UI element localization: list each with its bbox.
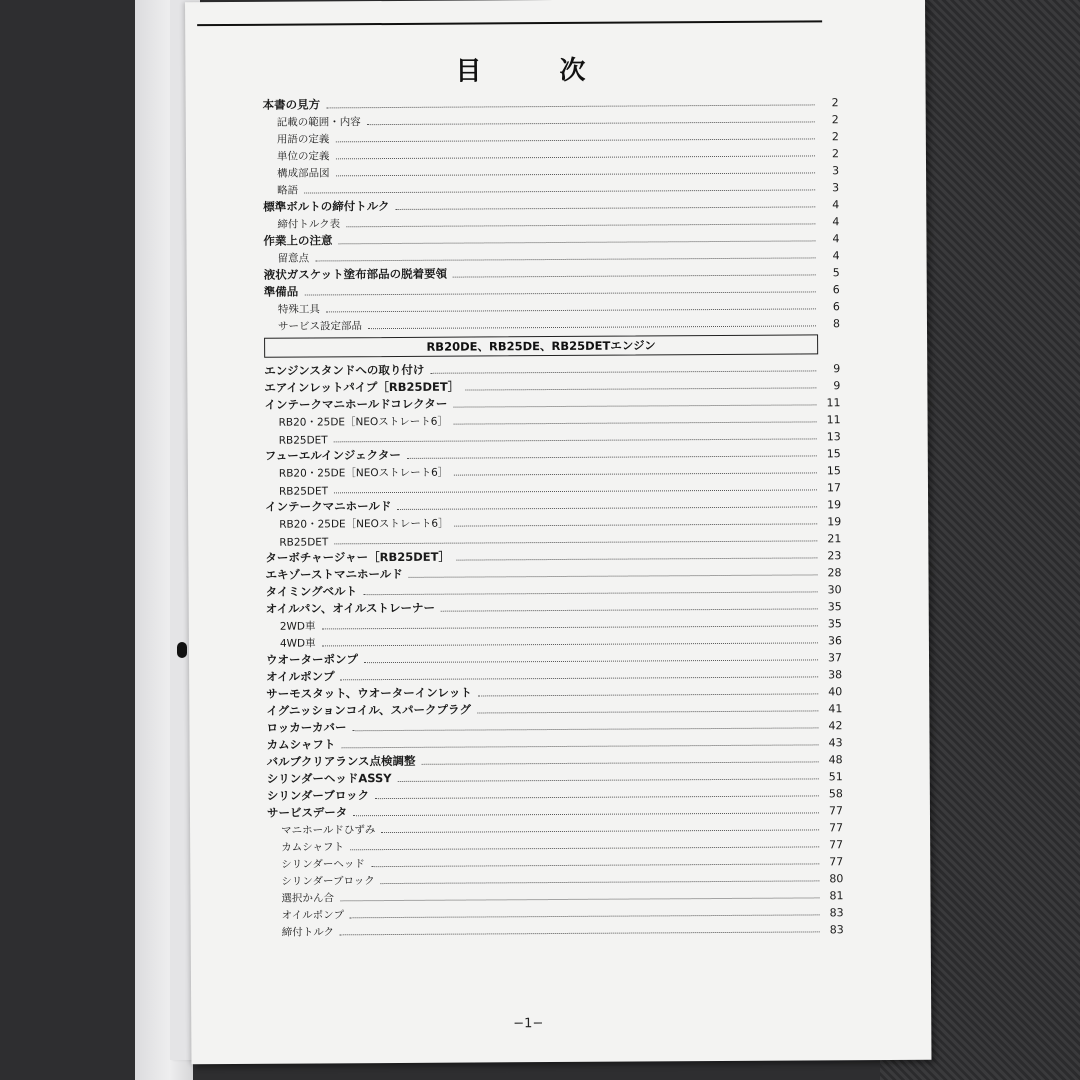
toc-entry-page: 21 [827,532,842,546]
dot-leader [398,778,819,782]
toc-entry-page: 17 [826,481,842,495]
toc-entry-page: 11 [826,413,841,427]
toc-entry-page: 40 [828,685,843,699]
toc-entry-page: 35 [827,617,842,631]
toc-entry-page: 19 [827,498,842,512]
toc-entry-title: 特殊工具 [277,303,320,316]
dot-leader [396,206,816,210]
toc-entry-page: 19 [827,515,842,529]
toc-entry-title: RB20・25DE［NEOストレート6］ [279,517,449,531]
toc-entry-title: サービスデータ [266,805,348,820]
toc-entry-page: 48 [828,753,843,767]
dot-leader [346,223,815,227]
toc-entry-page: 6 [832,283,840,297]
toc-entry-title: マニホールドひずみ [281,824,376,837]
toc-entry-title: エアインレットパイプ［RB25DET］ [264,379,460,395]
dot-leader [456,557,817,560]
toc-entry-title: RB25DET [278,485,329,498]
dot-leader [454,472,817,475]
toc-entry-title: シリンダーヘッド [281,858,365,871]
toc-entry-title: 略語 [277,184,299,197]
dot-leader [334,489,817,493]
dot-leader [334,540,817,544]
toc-entry-page: 77 [829,855,844,869]
toc-entry-title: 記載の範囲・内容 [276,116,361,129]
toc-engine-section [264,358,844,940]
dot-leader [353,727,819,731]
dot-leader [350,914,820,918]
toc-entry-page: 15 [826,447,841,461]
toc-entry-page: 5 [832,266,840,280]
toc-entry-page: 77 [828,804,843,818]
toc-entry-page: 58 [828,787,843,801]
toc-entry-page: 80 [829,872,844,886]
page-title: 目 次 [455,55,612,87]
dot-leader [304,291,815,295]
toc-entry-page: 35 [827,600,842,614]
toc-entry-page: 43 [828,736,843,750]
toc-entry-page: 28 [827,566,842,580]
toc-entry-title: 2WD車 [279,620,316,633]
toc-entry-title: 構成部品図 [277,167,330,180]
dot-leader [465,387,816,390]
toc-entry-title: RB25DET [278,434,328,447]
toc-entry-title: 本書の見方 [262,97,321,112]
dot-leader [315,257,815,261]
toc-entry-page: 83 [829,906,844,920]
dot-leader [407,455,817,459]
dot-leader [326,104,814,108]
toc-entry-page: 4 [832,232,840,246]
dot-leader [304,189,815,193]
toc-entry-page: 4 [832,198,840,212]
dot-leader [430,370,816,373]
toc-entry-title: ウオーターポンプ [265,652,359,667]
dot-leader [338,240,815,244]
dot-leader [350,846,819,850]
dot-leader [368,325,816,329]
toc-entry-title: 締付トルク表 [277,218,341,231]
dot-leader [353,812,819,816]
dot-leader [364,659,818,663]
page-number: −1− [513,1016,544,1032]
header-rule [197,20,822,26]
toc-entry-title: フューエルインジェクター [264,447,401,463]
dot-leader [371,863,819,867]
table-of-contents [263,92,844,940]
toc-entry-page: 11 [826,396,841,410]
toc-entry-title: RB20・25DE［NEOストレート6］ [278,466,449,480]
toc-entry-title: タイミングベルト [265,584,358,599]
toc-entry-page: 42 [828,719,843,733]
toc-entry-title: エンジンスタンドへの取り付け [264,362,425,378]
binder-hole [177,642,187,658]
toc-entry-title: サービス設定部品 [277,320,363,333]
toc-entry-title: 単位の定義 [276,150,330,163]
toc-entry [264,313,840,334]
toc-entry-title: 標準ボルトの締付トルク [263,199,390,214]
dot-leader [375,795,819,799]
dot-leader [334,438,817,442]
toc-entry-page: 3 [832,181,840,195]
dot-leader [381,880,820,884]
toc-entry-page: 2 [831,113,839,127]
toc-entry-page: 9 [833,379,841,393]
dot-leader [478,693,818,696]
dot-leader [453,274,816,277]
dot-leader [326,308,816,312]
dot-leader [453,404,816,407]
dot-leader [455,523,818,526]
toc-entry-page: 4 [832,215,840,229]
toc-entry-page: 4 [832,249,840,263]
dot-leader [340,931,820,935]
toc-entry-title: 締付トルク [281,926,335,939]
toc-entry-title: オイルポンプ [281,909,345,922]
toc-entry-title: シリンダーブロック [266,788,370,803]
toc-entry-title: エキゾーストマニホールド [265,566,403,582]
dot-leader [367,121,815,125]
toc-entry-title: イグニッションコイル、スパークプラグ [266,702,471,718]
toc-entry-title: ロッカーカバー [266,720,347,735]
dot-leader [341,744,818,748]
dot-leader [381,829,819,833]
toc-entry-title: インテークマニホールドコレクター [264,396,448,412]
dot-leader [340,897,819,901]
dot-leader [397,506,817,510]
dot-leader [454,421,817,424]
toc-entry-title: 液状ガスケット塗布部品の脱着要領 [263,266,448,282]
toc-entry-title: 4WD車 [279,637,316,650]
toc-entry-title: RB20・25DE［NEOストレート6］ [278,415,448,429]
dot-leader [421,761,818,764]
toc-entry-title: インテークマニホールド [265,499,392,514]
toc-entry-title: シリンダーブロック [281,875,375,888]
toc-entry-page: 6 [832,300,840,314]
dot-leader [335,155,814,159]
toc-entry-title: オイルポンプ [266,669,335,684]
dot-leader [321,625,817,629]
toc-entry-page: 38 [828,668,843,682]
toc-entry-title: 準備品 [263,284,299,299]
toc-entry-page: 37 [827,651,843,665]
dot-leader [336,172,815,176]
toc-entry-page: 13 [826,430,841,444]
toc-entry-title: 作業上の注意 [263,233,333,248]
toc-entry-title: ターボチャージャー［RB25DET］ [265,549,451,565]
toc-entry-title: 選択かん合 [281,892,335,905]
engine-section-header: RB20DE、RB25DE、RB25DETエンジン [264,334,818,357]
toc-entry-page: 30 [827,583,842,597]
toc-entry-title: シリンダーヘッドASSY [266,771,392,786]
dot-leader [477,710,818,713]
toc-entry-page: 77 [829,838,844,852]
toc-entry-title: 留意点 [277,252,310,265]
toc-entry-page: 2 [831,130,839,144]
toc-entry-title: サーモスタット、ウオーターインレット [266,685,472,701]
toc-entry-title: RB25DET [279,536,329,549]
dot-leader [335,138,814,142]
dot-leader [341,676,819,680]
toc-entry-title: バルブクリアランス点検調整 [266,753,416,769]
toc-entry-page: 77 [829,821,844,835]
toc-general-section [263,92,840,334]
dot-leader [322,642,818,646]
toc-entry-page: 15 [826,464,841,478]
toc-entry-page: 51 [828,770,843,784]
toc-page [185,0,931,1064]
toc-entry-page: 2 [831,96,839,110]
toc-entry-title: カムシャフト [266,737,336,752]
toc-entry-page: 9 [833,362,841,376]
toc-entry-page: 2 [831,147,839,161]
toc-entry-title: カムシャフト [281,841,345,854]
toc-entry-title: オイルパン、オイルストレーナー [265,600,436,616]
toc-entry-page: 81 [829,889,844,903]
toc-entry-page: 83 [829,923,844,937]
toc-entry-page: 36 [827,634,842,648]
toc-entry-page: 41 [828,702,843,716]
toc-entry-page: 8 [832,317,841,331]
toc-entry [268,919,844,940]
toc-entry-page: 3 [832,164,840,178]
dot-leader [409,574,818,577]
dot-leader [441,608,818,611]
toc-entry-title: 用語の定義 [276,133,330,146]
dot-leader [363,591,817,595]
toc-entry-page: 23 [827,549,842,563]
